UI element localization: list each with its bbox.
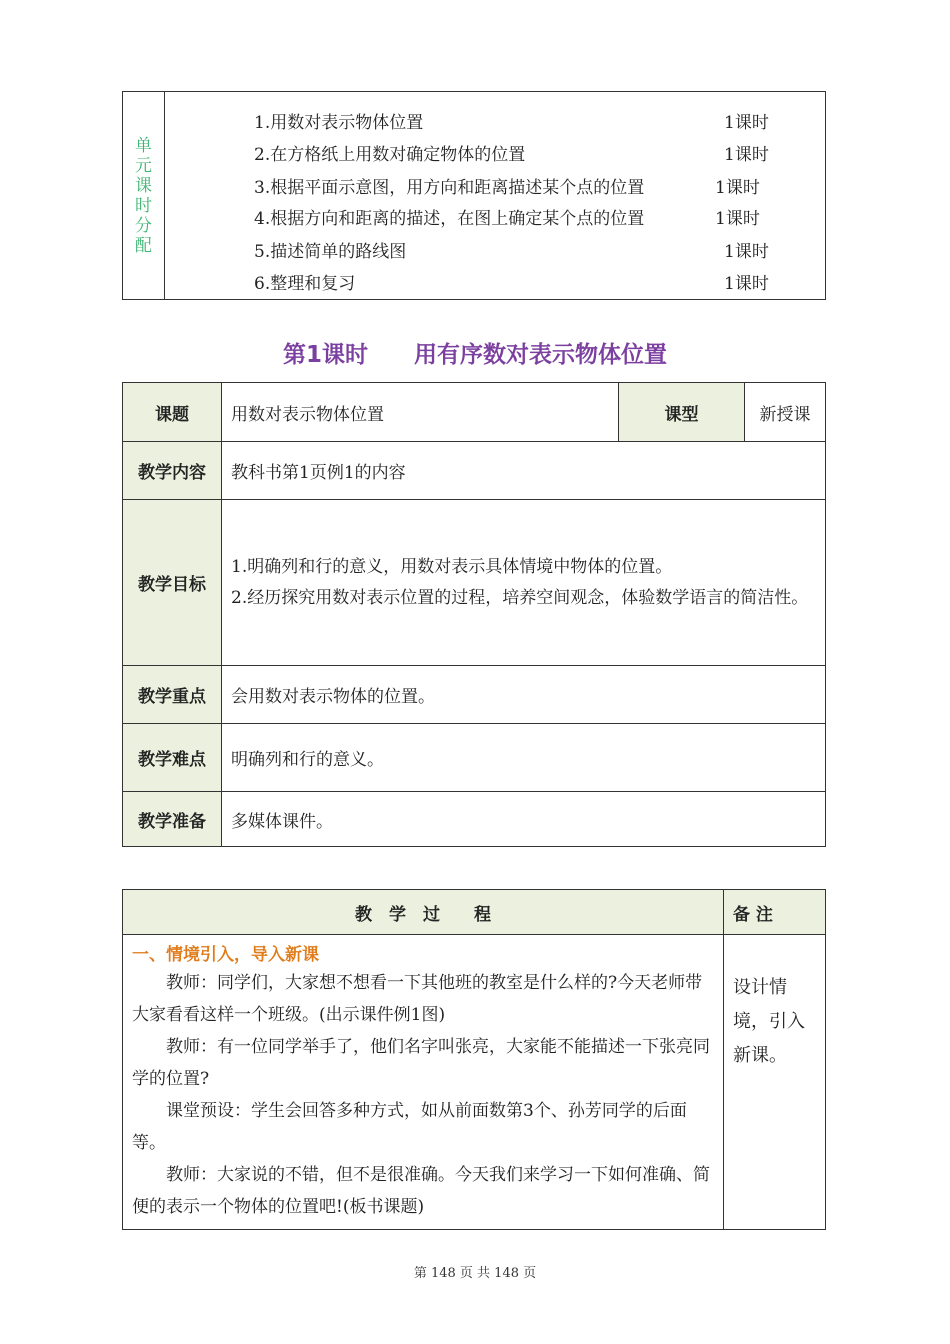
lesson-item-1-duration: 1课时: [724, 113, 769, 133]
lesson-item-4-duration: 1课时: [715, 209, 760, 229]
unit-allocation-table: [122, 91, 826, 300]
process-body: [123, 935, 724, 1230]
lesson-title: 第1课时 用有序数对表示物体位置: [282, 342, 667, 368]
process-paragraph-3: 课堂预设：学生会回答多种方式，如从前面数第3个、孙芳同学的后面等。: [132, 1101, 687, 1153]
lesson-item-5-duration: 1课时: [724, 242, 769, 262]
key-point-label: 教学重点: [123, 666, 222, 724]
type-value: 新授课: [745, 383, 826, 442]
type-label: 课型: [619, 383, 745, 442]
difficulty-label: 教学难点: [123, 724, 222, 792]
teaching-process-table: [122, 889, 826, 1230]
lesson-info-table: [122, 382, 826, 847]
lesson-item-1-title: 1.用数对表示物体位置: [254, 113, 424, 133]
lesson-item-6-duration: 1课时: [724, 274, 769, 294]
key-point-value: 会用数对表示物体的位置。: [222, 666, 826, 724]
difficulty-value: 明确列和行的意义。: [222, 724, 826, 792]
goals-value: [222, 500, 826, 666]
unit-allocation-list: [165, 92, 826, 300]
goal-item-2: 2.经历探究用数对表示位置的过程，培养空间观念，体验数学语言的简洁性。: [231, 587, 809, 608]
process-paragraph-2: 教师：有一位同学举手了，他们名字叫张亮，大家能不能描述一下张亮同学的位置?: [132, 1037, 710, 1089]
lesson-item-3-title: 3.根据平面示意图，用方向和距离描述某个点的位置: [254, 178, 645, 198]
process-paragraph-4: 教师：大家说的不错，但不是很准确。今天我们来学习一下如何准确、简便的表示一个物体的位置吧!(板书课题): [132, 1165, 710, 1217]
unit-allocation-label: 单元课时分配: [123, 92, 165, 300]
goals-label: 教学目标: [123, 500, 222, 666]
lesson-item-4-title: 4.根据方向和距离的描述，在图上确定某个点的位置: [254, 209, 645, 229]
lesson-item-2-title: 2.在方格纸上用数对确定物体的位置: [254, 145, 526, 165]
process-header: 教 学 过 程: [123, 890, 724, 935]
preparation-value: 多媒体课件。: [222, 792, 826, 847]
topic-value: 用数对表示物体位置: [222, 383, 619, 442]
topic-label: 课题: [123, 383, 222, 442]
process-note: 设计情境，引入新课。: [724, 935, 826, 1230]
page-footer: 第 148 页 共 148 页: [413, 1266, 537, 1281]
note-header: 备 注: [724, 890, 826, 935]
content-label: 教学内容: [123, 442, 222, 500]
lesson-item-2-duration: 1课时: [724, 145, 769, 165]
preparation-label: 教学准备: [123, 792, 222, 847]
lesson-item-5-title: 5.描述简单的路线图: [254, 242, 407, 262]
goal-item-1: 1.明确列和行的意义，用数对表示具体情境中物体的位置。: [231, 556, 673, 577]
lesson-item-6-title: 6.整理和复习: [254, 274, 356, 294]
process-paragraph-1: 教师：同学们，大家想不想看一下其他班的教室是什么样的?今天老师带大家看看这样一个班级。(出示课件例1图): [132, 973, 703, 1025]
lesson-item-3-duration: 1课时: [715, 178, 760, 198]
section-heading: 一、情境引入，导入新课: [132, 945, 319, 965]
content-value: 教科书第1页例1的内容: [222, 442, 826, 500]
